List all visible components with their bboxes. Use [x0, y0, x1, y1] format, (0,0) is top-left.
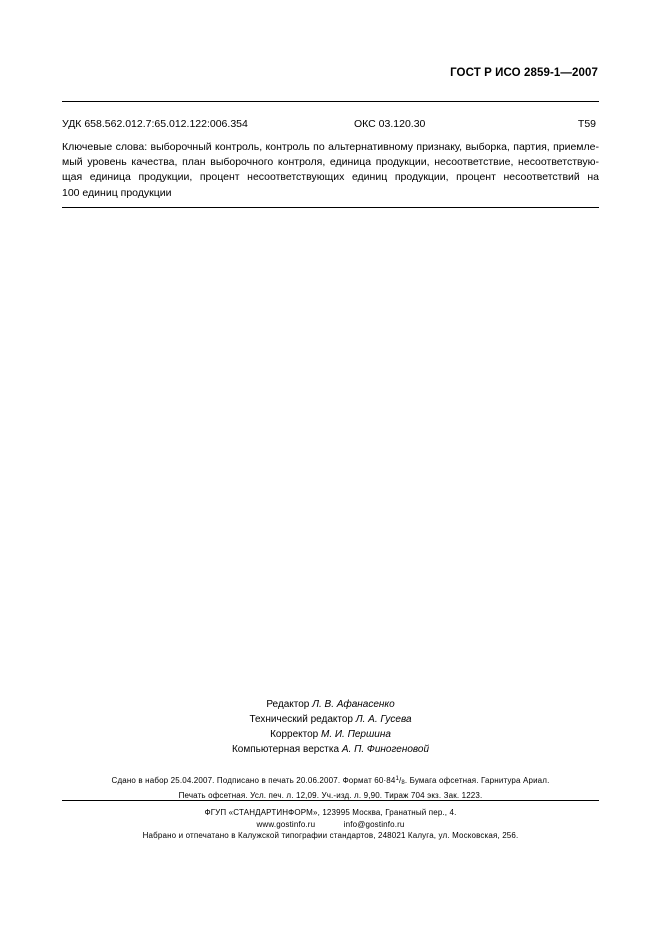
corrector-credit [0, 727, 661, 742]
publisher-website: www.gostinfo.ru [256, 819, 316, 829]
editor-credit [0, 697, 661, 712]
keywords-divider [62, 207, 599, 208]
editor-name: Л. В. Афанасенко [312, 699, 395, 710]
editor-label: Редактор [266, 699, 310, 710]
category-code: Т59 [577, 118, 596, 130]
corrector-label: Корректор [270, 729, 319, 740]
oks-code: ОКС 03.120.30 [354, 118, 426, 130]
udk-code: УДК 658.562.012.7:65.012.122:006.354 [62, 118, 248, 130]
tech-editor-label: Технический редактор [249, 714, 353, 725]
keywords-line: Ключевые слова: выборочный контроль, контроль по альтернативному признаку, выборка, партия, приемле- [62, 141, 599, 153]
publisher-info [62, 807, 599, 842]
layout-credit [0, 742, 661, 757]
imprint-text: Сдано в набор 25.04.2007. Подписано в печать 20.06.2007. Формат 60·84 [111, 776, 396, 785]
standard-code: ГОСТ Р ИСО 2859-1—2007 [450, 67, 598, 79]
imprint-text: . Бумага офсетная. Гарнитура Ариал. [404, 776, 550, 785]
tech-editor-credit [0, 712, 661, 727]
publisher-address: ФГУП «СТАНДАРТИНФОРМ», 123995 Москва, Гранатный пер., 4. [204, 808, 457, 817]
publisher-email: info@gostinfo.ru [343, 819, 405, 829]
layout-label: Компьютерная верстка [231, 744, 340, 755]
format-fraction-den: 8 [401, 780, 405, 786]
print-imprint [62, 774, 599, 801]
format-fraction-num: 1 [395, 776, 399, 782]
keywords-line: 100 единиц продукции [62, 186, 172, 199]
keywords-line: мый уровень качества, план выборочного контроля, единица продукции, несоответствие, несоответствую- [62, 156, 599, 169]
corrector-name: М. И. Першина [321, 729, 391, 740]
imprint-divider [62, 800, 599, 801]
classification-row [62, 118, 599, 132]
top-divider [62, 101, 599, 102]
imprint-line-1: Сдано в набор 25.04.2007. Подписано в печать 20.06.2007. Формат $60\cdot 84^1/_8$. Бумага офсетная. Гарнитура Ариал. [111, 776, 550, 786]
layout-name: А. П. Финогеновой [341, 744, 430, 755]
keywords-line: щая единица продукции, процент несоответствующих единиц продукции, процент несоответствий на [62, 171, 599, 184]
keywords-paragraph [62, 140, 599, 201]
imprint-line-2: Печать офсетная. Усл. печ. л. 12,09. Уч.-изд. л. 9,90. Тираж 704 экз. Зак. 1223. [178, 790, 483, 800]
tech-editor-name: Л. А. Гусева [355, 714, 412, 725]
staff-credits [0, 697, 661, 757]
publisher-contacts [62, 819, 599, 831]
printer-info: Набрано и отпечатано в Калужской типографии стандартов, 248021 Калуга, ул. Московская, 256. [142, 831, 519, 840]
